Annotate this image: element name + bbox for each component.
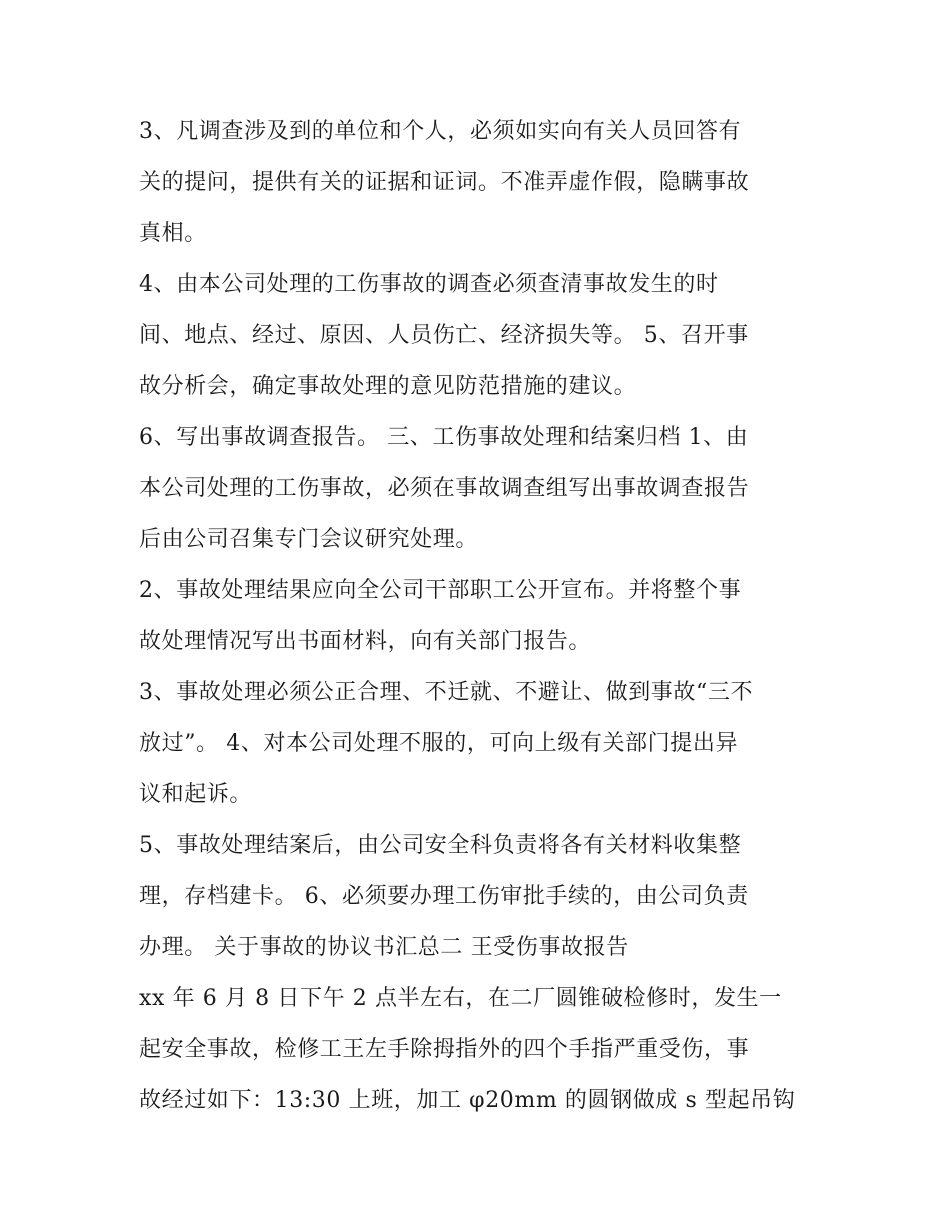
text-line: 5、事故处理结案后，由公司安全科负责将各有关材料收集整 <box>139 833 742 858</box>
text-line: 本公司处理的工伤事故，必须在事故调查组写出事故调查报告 <box>139 476 750 501</box>
text-line: 起安全事故，检修工王左手除拇指外的四个手指严重受伤，事 <box>139 1037 750 1062</box>
text-line: 关的提问，提供有关的证据和证词。不准弄虚作假，隐瞒事故 <box>139 170 750 195</box>
text-line: 3、事故处理必须公正合理、不迁就、不避让、做到事故“三不 <box>139 680 754 705</box>
text-line: 故分析会，确定事故处理的意见防范措施的建议。 <box>139 374 637 399</box>
text-line: 放过”。 4、对本公司处理不服的，可向上级有关部门提出异 <box>139 731 739 756</box>
text-line: 议和起诉。 <box>139 782 253 807</box>
text-line: 3、凡调查涉及到的单位和个人，必须如实向有关人员回答有 <box>139 119 742 144</box>
text-line: 故经过如下：13:30 上班，加工 φ20mm 的圆钢做成 s 型起吊钩 <box>139 1088 796 1113</box>
text-line: xx 年 6 月 8 日下午 2 点半左右，在二厂圆锥破检修时，发生一 <box>139 986 782 1011</box>
text-line: 后由公司召集专门会议研究处理。 <box>139 527 479 552</box>
text-line: 办理。 关于事故的协议书汇总二 王受伤事故报告 <box>139 935 629 960</box>
text-line: 真相。 <box>139 221 207 246</box>
document-body <box>139 106 819 1126</box>
text-line: 4、由本公司处理的工伤事故的调查必须查清事故发生的时 <box>139 272 719 297</box>
text-line: 理，存档建卡。 6、必须要办理工伤审批手续的，由公司负责 <box>139 884 749 909</box>
text-line: 2、事故处理结果应向全公司干部职工公开宣布。并将整个事 <box>139 578 742 603</box>
text-line: 6、写出事故调查报告。 三、工伤事故处理和结案归档 1、由 <box>139 425 749 450</box>
text-line: 故处理情况写出书面材料，向有关部门报告。 <box>139 629 592 654</box>
text-line: 间、地点、经过、原因、人员伤亡、经济损失等。 5、召开事 <box>139 323 749 348</box>
